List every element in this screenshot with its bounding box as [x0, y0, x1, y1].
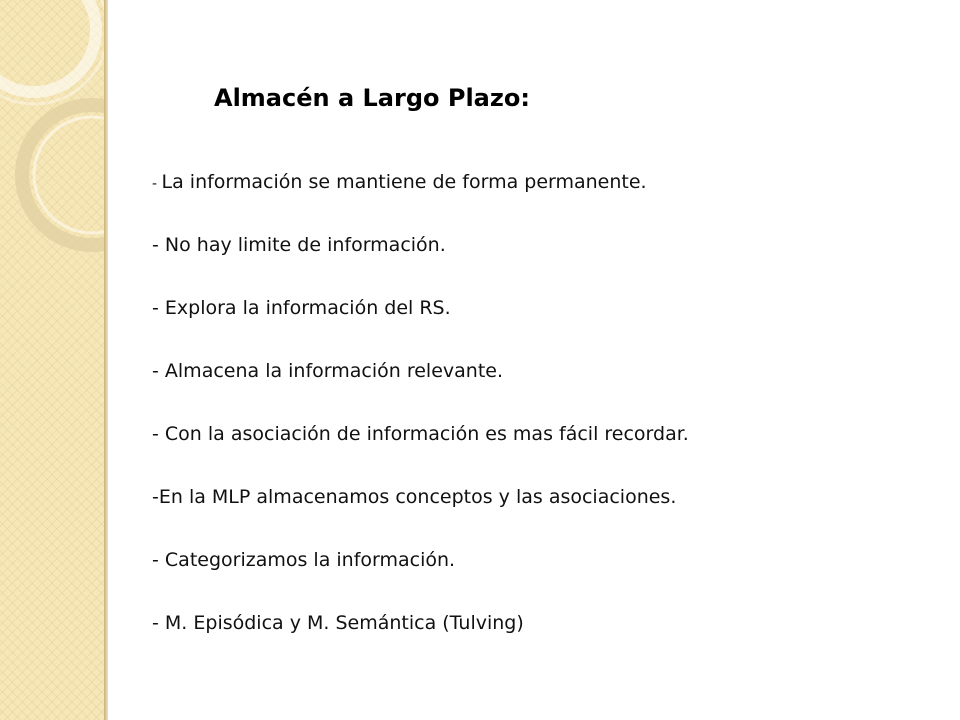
bullet-item	[152, 292, 689, 355]
bullet-dash: -	[152, 549, 165, 571]
bullet-dash: -	[152, 360, 165, 382]
bullet-text: M. Episódica y M. Semántica (Tulving)	[164, 612, 524, 634]
bullet-dash: -	[152, 297, 165, 319]
slide-title: Almacén a Largo Plazo:	[214, 84, 530, 112]
bullet-text: La información se mantiene de forma permanente.	[161, 171, 647, 193]
bullet-item	[152, 544, 689, 607]
bullet-item	[152, 355, 689, 418]
bullet-text: No hay limite de información.	[164, 234, 446, 256]
bullet-item	[152, 418, 689, 481]
bullet-item	[152, 166, 689, 229]
bullet-dash: -	[152, 176, 162, 192]
bullet-text: En la MLP almacenamos conceptos y las asociaciones.	[158, 486, 677, 508]
bullet-dash: -	[152, 234, 165, 256]
bullet-text: Almacena la información relevante.	[164, 360, 504, 382]
decorative-rings-icon	[0, 0, 104, 720]
bullet-list	[152, 166, 689, 670]
bullet-dash: -	[152, 612, 165, 634]
bullet-text: Con la asociación de información es mas fácil recordar.	[164, 423, 689, 445]
decorative-side-band	[0, 0, 104, 720]
bullet-item	[152, 607, 689, 670]
side-band-edge	[104, 0, 108, 720]
bullet-item	[152, 229, 689, 292]
bullet-text: Explora la información del RS.	[164, 297, 451, 319]
bullet-dash: -	[152, 423, 165, 445]
bullet-item	[152, 481, 689, 544]
bullet-text: Categorizamos la información.	[164, 549, 456, 571]
bullet-dash: -	[152, 486, 159, 508]
